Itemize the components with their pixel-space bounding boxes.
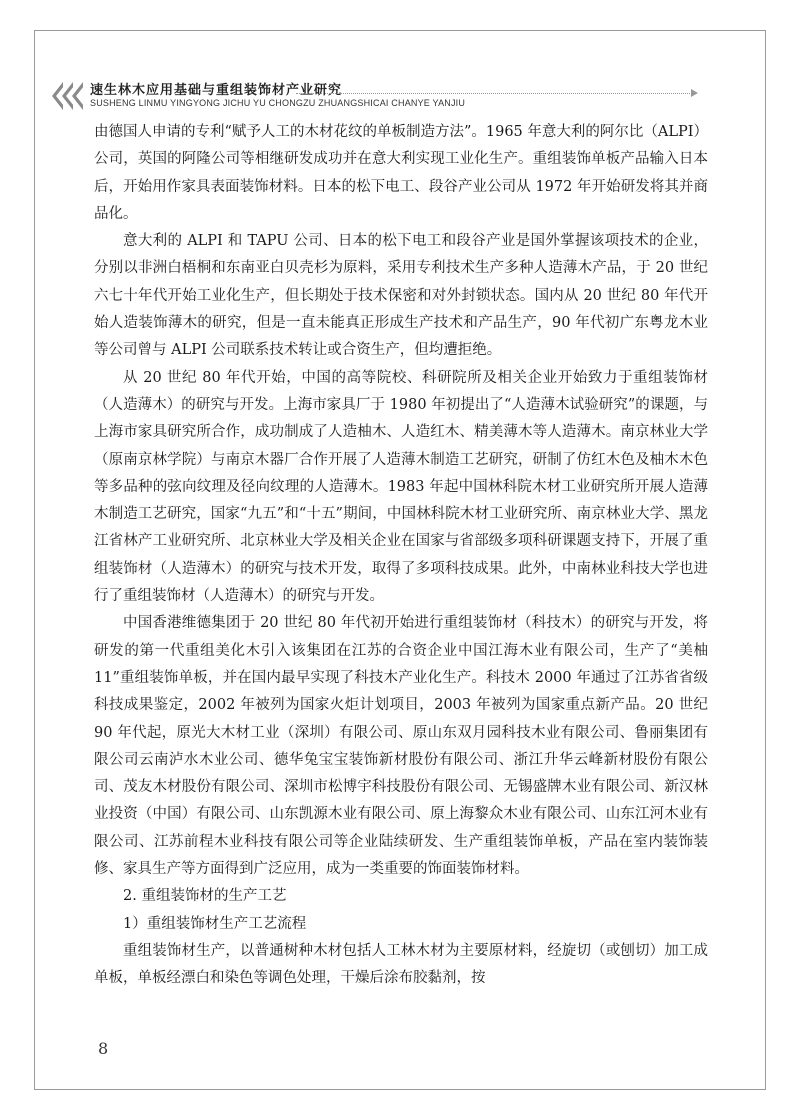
paragraph: 从 20 世纪 80 年代开始，中国的高等院校、科研院所及相关企业开始致力于重组装饰材（人造薄木）的研究与开发。上海市家具厂于 1980 年初提出了“人造薄木试验研究”的课题，与上海市家具研究所合作，成功制成了人造柚木、人造红木、精美薄木等人造薄木。南京林业大学（原南京林学院）与南京木器厂合作开展了人造薄木制造工艺研究，研制了仿红木色及柚木木色等多品种的弦向纹理及径向纹理的人造薄木。1983 年起中国林科院木材工业研究所开展人造薄木制造工艺研究，国家“九五”和“十五”期间，中国林科院木材工业研究所、南京林业大学、黑龙江省林产工业研究所、北京林业大学及相关企业在国家与省部级多项科研课题支持下，开展了重组装饰材（人造薄木）的研究与技术开发，取得了多项科技成果。此外，中南林业科技大学也进行了重组装饰材（人造薄木）的研究与开发。 bbox=[94, 369, 708, 605]
subsection-heading: 1）重组装饰材生产工艺流程 bbox=[123, 915, 307, 932]
header-rule bbox=[296, 93, 696, 94]
page-number: 8 bbox=[98, 1039, 109, 1058]
arrow-right-icon bbox=[691, 89, 698, 97]
chevron-left-icon bbox=[72, 82, 83, 110]
section-heading: 2. 重组装饰材的生产工艺 bbox=[123, 888, 287, 905]
paragraph: 中国香港维德集团于 20 世纪 80 年代初开始进行重组装饰材（科技木）的研究与开发，将研发的第一代重组美化木引入该集团在江苏的合资企业中国江海木业有限公司，生产了“美柚 11”重组装饰单板，并在国内最早实现了科技木产业化生产。科技木 2000 年通过了江苏省省级科技成果鉴定，2002 年被列为国家火炬计划项目，2003 年被列为国家重点新产品。20 世纪 90 年代起，原光大木材工业（深圳）有限公司、原山东双月园科技木业有限公司、鲁丽集团有限公司云南泸水木业公司、德华兔宝宝装饰新材股份有限公司、浙江升华云峰新材股份有限公司、茂友木材股份有限公司、深圳市松博宇科技股份有限公司、无锡盛牌木业有限公司、新汉林业投资（中国）有限公司、山东凯源木业有限公司、原上海黎众木业有限公司、山东江河木业有限公司、江苏前程木业科技有限公司等企业陆续研发、生产重组装饰单板，产品在室内装饰装修、家具生产等方面得到广泛应用，成为一类重要的饰面装饰材料。 bbox=[94, 615, 708, 878]
paragraph: 由德国人申请的专利“赋予人工的木材花纹的单板制造方法”。1965 年意大利的阿尔比（ALPI）公司，英国的阿隆公司等相继研发成功并在意大利实现工业化生产。重组装饰单板产品输入日本后，开始用作家具表面装饰材料。日本的松下电工、段谷产业公司从 1972 年开始研发将其并商品化。 bbox=[94, 124, 708, 222]
book-title: 速生林木应用基础与重组装饰材产业研究 bbox=[90, 83, 343, 98]
body-text bbox=[94, 119, 708, 993]
book-title-pinyin: SUSHENG LINMU YINGYONG JICHU YU CHONGZU ZHUANGSHICAI CHANYE YANJIU bbox=[90, 98, 466, 108]
running-header bbox=[46, 74, 696, 114]
paragraph: 意大利的 ALPI 和 TAPU 公司、日本的松下电工和段谷产业是国外掌握该项技术的企业，分别以非洲白梧桐和东南亚白贝壳杉为原料，采用专利技术生产多种人造薄木产品，于 20 世纪六七十年代开始工业化生产，但长期处于技术保密和对外封锁状态。国内从 20 世纪 80 年代开始人造装饰薄木的研究，但是一直未能真正形成生产技术和产品生产，90 年代初广东粤龙木业等公司曾与 ALPI 公司联系技术转让或合资生产，但均遭拒绝。 bbox=[94, 233, 708, 359]
paragraph: 重组装饰材生产，以普通树种木材包括人工林木材为主要原材料，经旋切（或刨切）加工成单板，单板经漂白和染色等调色处理，干燥后涂布胶黏剂，按 bbox=[94, 942, 708, 987]
